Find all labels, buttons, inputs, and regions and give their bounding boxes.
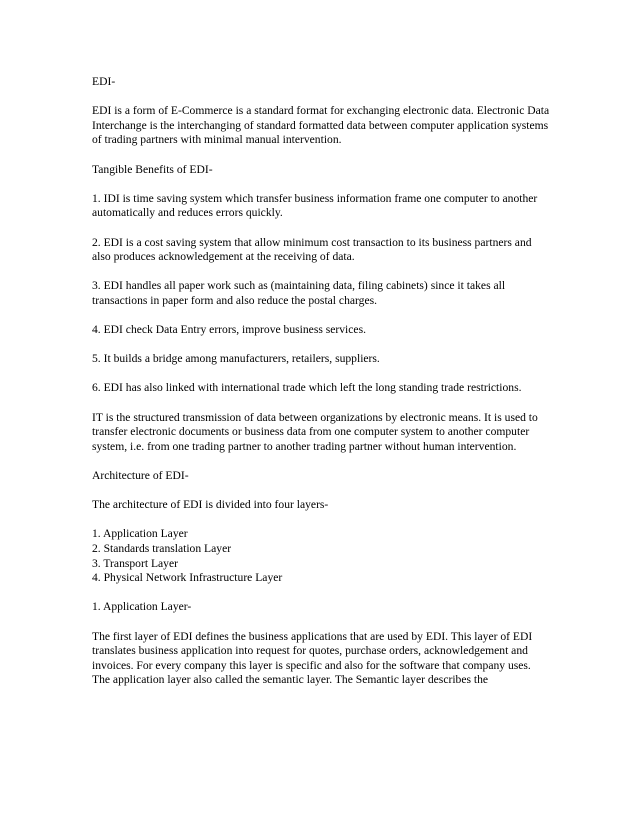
document-page bbox=[92, 75, 552, 688]
layers-list bbox=[92, 527, 552, 585]
benefit-item-3: 3. EDI handles all paper work such as (maintaining data, filing cabinets) since it takes all transactions in paper form and also reduce the postal charges. bbox=[92, 279, 506, 307]
architecture-heading: Architecture of EDI- bbox=[92, 469, 189, 483]
intro-paragraph: EDI is a form of E-Commerce is a standard format for exchanging electronic data. Electronic Data Interchange is the interchanging of standard formatted data between computer application systems of trading partners with minimal manual intervention. bbox=[92, 104, 550, 147]
application-layer-paragraph: The first layer of EDI defines the business applications that are used by EDI. This layer of EDI translates business application into request for quotes, purchase orders, acknowledgement and invoices. For every company this layer is specific and also for the software that company uses. bbox=[92, 629, 533, 672]
benefit-item-2: 2. EDI is a cost saving system that allow minimum cost transaction to its business partners and also produces acknowledgement at the receiving of data. bbox=[92, 235, 532, 264]
benefit-item-6: 6. EDI has also linked with international trade which left the long standing trade restrictions. bbox=[92, 381, 522, 395]
benefit-item-4: 4. EDI check Data Entry errors, improve business services. bbox=[92, 323, 366, 337]
benefit-item-1: 1. IDI is time saving system which transfer business information frame one computer to another automatically and reduces errors quickly. bbox=[92, 191, 538, 220]
definition-paragraph: IT is the structured transmission of data between organizations by electronic means. It is used to transfer electronic documents or business data from one computer system to another computer system, i.e. from one trading partner to another trading partner without human intervention. bbox=[92, 410, 538, 453]
application-layer-heading: 1. Application Layer- bbox=[92, 600, 192, 614]
layer-item-2: 2. Standards translation Layer bbox=[92, 542, 232, 555]
semantic-layer-paragraph: The application layer also called the semantic layer. The Semantic layer describes the bbox=[92, 673, 489, 687]
layer-item-3: 3. Transport Layer bbox=[92, 556, 178, 570]
layer-item-1: 1. Application Layer bbox=[92, 527, 188, 541]
architecture-intro: The architecture of EDI is divided into four layers- bbox=[92, 498, 329, 512]
benefits-heading: Tangible Benefits of EDI- bbox=[92, 162, 213, 176]
benefit-item-5: 5. It builds a bridge among manufacturers, retailers, suppliers. bbox=[92, 352, 380, 366]
document-heading: EDI- bbox=[92, 75, 116, 88]
layer-item-4: 4. Physical Network Infrastructure Layer bbox=[92, 571, 283, 585]
